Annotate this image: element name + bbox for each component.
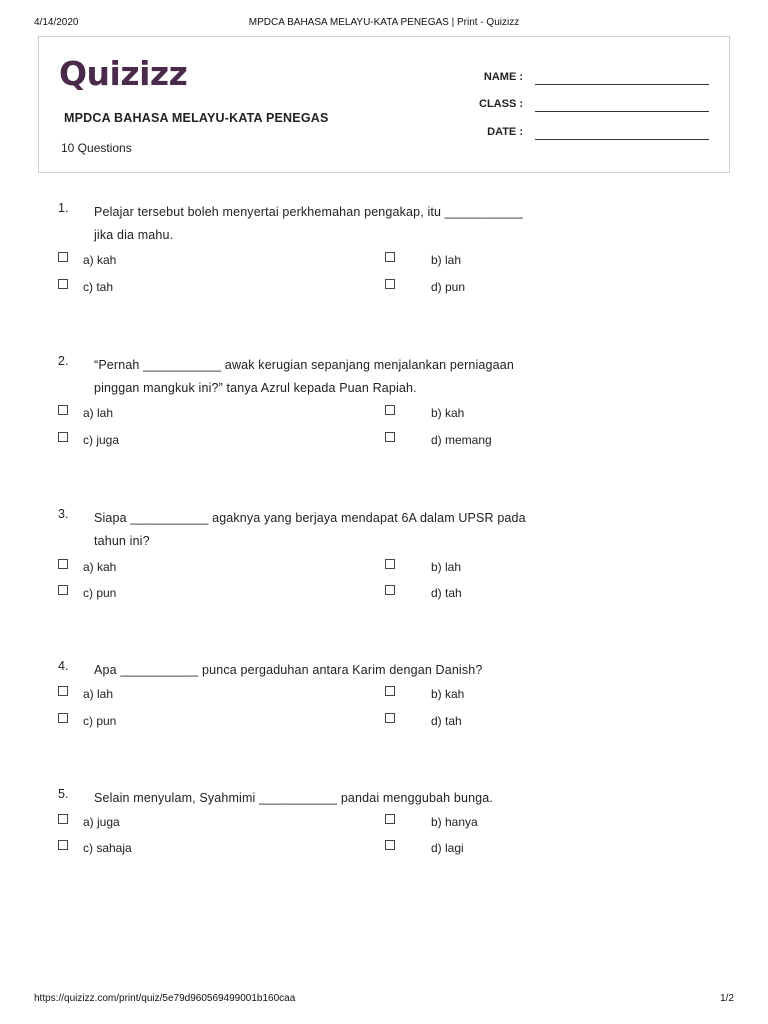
option-label: d) pun [431,280,466,294]
question-text [94,354,534,400]
question-text [94,507,534,553]
checkbox-icon[interactable] [58,252,68,262]
question-number: 3. [58,507,69,521]
option-label: c) pun [83,714,117,728]
print-title: MPDCA BAHASA MELAYU-KATA PENEGAS | Print - Quizizz [248,17,520,28]
print-header [34,17,734,31]
date-field [479,126,709,140]
checkbox-icon[interactable] [58,405,68,415]
checkbox-icon[interactable] [58,559,68,569]
option-label: b) kah [431,406,465,420]
checkbox-icon[interactable] [385,814,395,824]
option-label: a) juga [83,815,120,829]
name-label: NAME : [483,71,523,83]
question-line: Siapa ___________ agaknya yang berjaya mendapat 6A dalam UPSR pada [94,511,526,525]
question-line: tahun ini? [94,534,150,548]
option-label: d) tah [431,714,462,728]
option-label: d) tah [431,586,462,600]
question-text [94,659,534,682]
checkbox-icon[interactable] [385,585,395,595]
checkbox-icon[interactable] [58,686,68,696]
option-label: a) kah [83,560,117,574]
date-label: DATE : [487,126,523,138]
class-label: CLASS : [479,98,523,110]
checkbox-icon[interactable] [385,252,395,262]
checkbox-icon[interactable] [385,405,395,415]
option-label: c) sahaja [83,841,132,855]
question-line: Pelajar tersebut boleh menyertai perkhemahan pengakap, itu ___________ [94,205,523,219]
class-field [479,98,709,112]
option-label: c) pun [83,586,117,600]
checkbox-icon[interactable] [58,279,68,289]
print-url[interactable]: https://quizizz.com/print/quiz/5e79d960569499001b160caa [34,993,296,1004]
checkbox-icon[interactable] [385,713,395,723]
option-label: a) kah [83,253,117,267]
name-field [479,71,709,85]
checkbox-icon[interactable] [58,814,68,824]
quiz-title: MPDCA BAHASA MELAYU-KATA PENEGAS [64,111,329,125]
option-label: b) hanya [431,815,478,829]
option-label: c) tah [83,280,114,294]
print-date: 4/14/2020 [34,17,79,28]
checkbox-icon[interactable] [385,686,395,696]
question-number: 5. [58,787,69,801]
checkbox-icon[interactable] [385,840,395,850]
question-line: jika dia mahu. [94,228,174,242]
question-number: 1. [58,201,69,215]
option-label: c) juga [83,433,120,447]
question-number: 2. [58,354,69,368]
name-line [535,83,709,85]
class-line [535,110,709,112]
checkbox-icon[interactable] [385,279,395,289]
option-label: a) lah [83,687,114,701]
question-line: “Pernah ___________ awak kerugian sepanjang menjalankan perniagaan [94,358,514,372]
option-label: b) lah [431,253,462,267]
option-label: d) lagi [431,841,464,855]
checkbox-icon[interactable] [385,559,395,569]
page-number: 1/2 [720,993,734,1004]
quiz-header-card [38,36,730,173]
question-text [94,787,534,810]
question-line: Apa ___________ punca pergaduhan antara Karim dengan Danish? [94,663,483,677]
question-count: 10 Questions [61,141,132,155]
option-label: d) memang [431,433,492,447]
checkbox-icon[interactable] [58,713,68,723]
checkbox-icon[interactable] [58,432,68,442]
question-line: pinggan mangkuk ini?” tanya Azrul kepada Puan Rapiah. [94,381,417,395]
print-footer [34,993,734,1007]
date-line [535,138,709,140]
option-label: b) kah [431,687,465,701]
checkbox-icon[interactable] [58,585,68,595]
question-number: 4. [58,659,69,673]
option-label: a) lah [83,406,114,420]
question-text [94,201,534,247]
question-line: Selain menyulam, Syahmimi ___________ pandai menggubah bunga. [94,791,494,805]
option-label: b) lah [431,560,462,574]
quizizz-logo: Quizizz [59,53,188,93]
checkbox-icon[interactable] [58,840,68,850]
checkbox-icon[interactable] [385,432,395,442]
